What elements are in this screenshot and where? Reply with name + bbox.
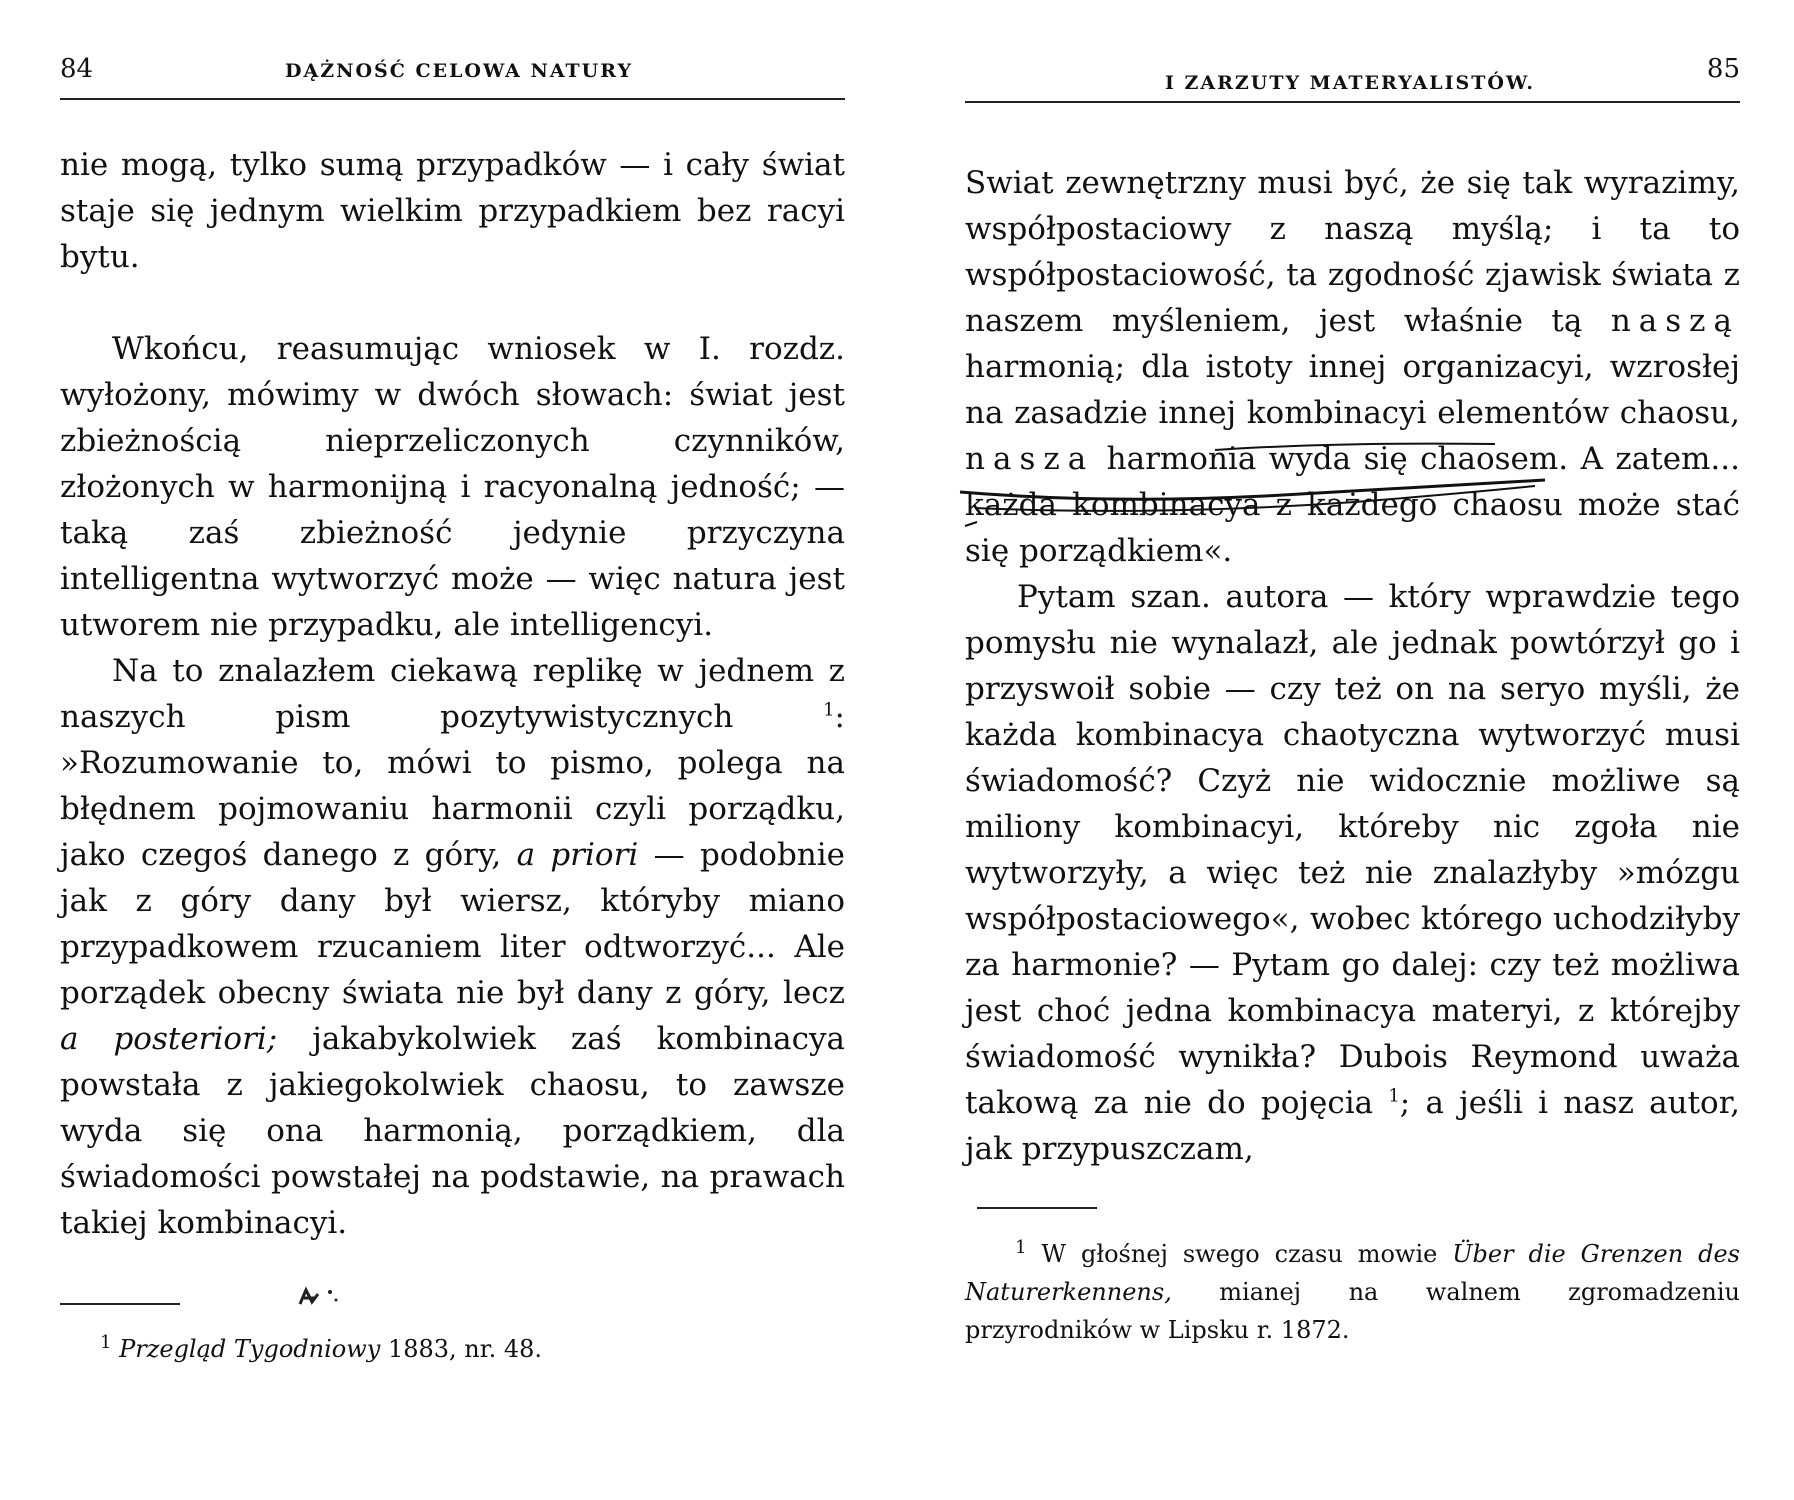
footnote-marker: 1 — [1388, 1085, 1400, 1107]
paragraph: nie mogą, tylko sumą przypadków — i cały świat staje się jednym wielkim przypadkiem bez racyi bytu. — [60, 147, 845, 275]
footnote-marker: 1 — [823, 699, 835, 721]
paragraph-text: harmonia wyda się chaosem. A zatem... każda kombinacya z każdego chaosu może stać się porządkiem«. — [965, 441, 1740, 569]
footnote-marker: 1 — [1015, 1237, 1027, 1258]
spaced-emphasis: nasza — [965, 441, 1095, 477]
running-head-title: I ZARZUTY MATERYALISTÓW. — [1165, 72, 1535, 94]
footnote-rule — [977, 1207, 1097, 1209]
quote-text: — podobnie jak z góry dany był wiersz, któryby miano przypadkowem rzucaniem liter odtworzyć... Ale porządek obecny świata nie był dany z góry, lecz — [60, 837, 846, 1011]
paragraph-text: Pytam szan. autora — który wprawdzie tego pomysłu nie wynalazł, ale jednak powtórzył go i przyswoił sobie — czy też on na seryo myśli, że każda kombinacya chaotyczna wytworzyć musi świadomość? Czyż nie widocznie możliwe są miliony kombinacyi, któreby nic zgoła nie wytworzyły, a więc też nie znalazłyby »mózgu współpostaciowego«, wobec którego uchodziłyby za harmonie? — Pytam go dalej: czy też możliwa jest choć jedna kombinacya materyi, z którejby świadomość wynikła? Dubois Reymond uważa takową za nie do pojęcia — [965, 579, 1740, 1121]
paragraph — [965, 574, 1740, 1172]
paragraph-text: ; a jeśli i nasz autor, jak przypuszczam, — [965, 1085, 1740, 1167]
spaced-emphasis: naszą — [1610, 303, 1740, 339]
italic-term: a posteriori; — [60, 1021, 278, 1057]
paragraph-text: Swiat zewnętrzny musi być, że się tak wyrazimy, współpostaciowy z naszą myślą; i ta to współpostaciowość, ta zgodność zjawisk świata z naszem myśleniem, jest właśnie tą — [965, 165, 1740, 339]
pen-underline-icon — [955, 430, 1555, 530]
footnote-text: mianej na walnem zgromadzeniu przyrodników w Lipsku r. 1872. — [965, 1278, 1740, 1344]
paragraph: Na to znalazłem ciekawą replikę w jednem z naszych pism pozytywistycznych $^1$: »Rozumowanie to, mówi to pismo, polega na błędnem pojmowaniu harmonii czyli porządku, jako czegoś danego z góry, a priori — podobnie jak z góry dany był wiersz, któryby miano przypadkowem rzucaniem liter odtworzyć... Ale porządek obecny świata nie był dany z góry, lecz a posteriori; jakabykolwiek zaś kombinacya powstała z jakiegokolwiek chaosu, to zawsze wyda się ona harmonią, porządkiem, dla świadomości powstałej na podstawie, na prawach takiej kombinacyi. — [60, 653, 846, 1241]
footnote — [965, 1235, 1740, 1349]
right-page — [965, 0, 1740, 1500]
footnote — [100, 1330, 845, 1368]
italic-term: a priori — [516, 837, 639, 873]
footnote-rule — [60, 1303, 180, 1305]
paragraph-text: Na to znalazłem ciekawą replikę w jednem z naszych pism pozytywistycznych — [60, 653, 845, 735]
quote-text: »Rozumowanie to, mówi to pismo, polega na błędnem pojmowaniu harmonii czyli porządku, jako czegoś danego z góry, — [60, 745, 845, 873]
page-number: 84 — [60, 54, 94, 84]
left-page — [60, 0, 845, 1500]
header-rule — [965, 101, 1740, 103]
body-text — [60, 142, 845, 1246]
page-number: 85 — [1706, 54, 1740, 84]
ink-smudge-icon — [292, 1282, 342, 1312]
footnote-text: W głośnej swego czasu mowie — [1041, 1240, 1438, 1268]
footnote-title: Über die Grenzen des Naturerkennens, — [965, 1240, 1741, 1306]
running-head — [60, 54, 845, 104]
quote-text: jakabykolwiek zaś kombinacya powstała z jakiegokolwiek chaosu, to zawsze wyda się ona harmonią, porządkiem, dla świadomości powstałej na podstawie, na prawach takiej kombinacyi. — [60, 1021, 845, 1241]
footnote-text: 1883, nr. 48. — [387, 1335, 543, 1363]
running-head-title: DĄŻNOŚĆ CELOWA NATURY — [285, 60, 634, 82]
paragraph: Wkońcu, reasumując wniosek w I. rozdz. wyłożony, mówimy w dwóch słowach: świat jest zbieżnością nieprzeliczonych czynników, złożonych w harmonijną i racyonalną jedność; — taką zaś zbieżność jedynie przyczyna intelligentna wytworzyć może — więc natura jest utworem nie przypadku, ale intelligencyi. — [60, 331, 845, 643]
running-head — [965, 54, 1740, 104]
footnote-title: Przegląd Tygodniowy — [119, 1335, 381, 1363]
body-text — [965, 160, 1740, 1172]
paragraph-text: harmonią; dla istoty innej organizacyi, wzrosłej na zasadzie innej kombinacyi elementów chaosu, — [965, 349, 1740, 431]
footnote-marker: 1 — [100, 1332, 112, 1353]
header-rule — [60, 98, 845, 100]
